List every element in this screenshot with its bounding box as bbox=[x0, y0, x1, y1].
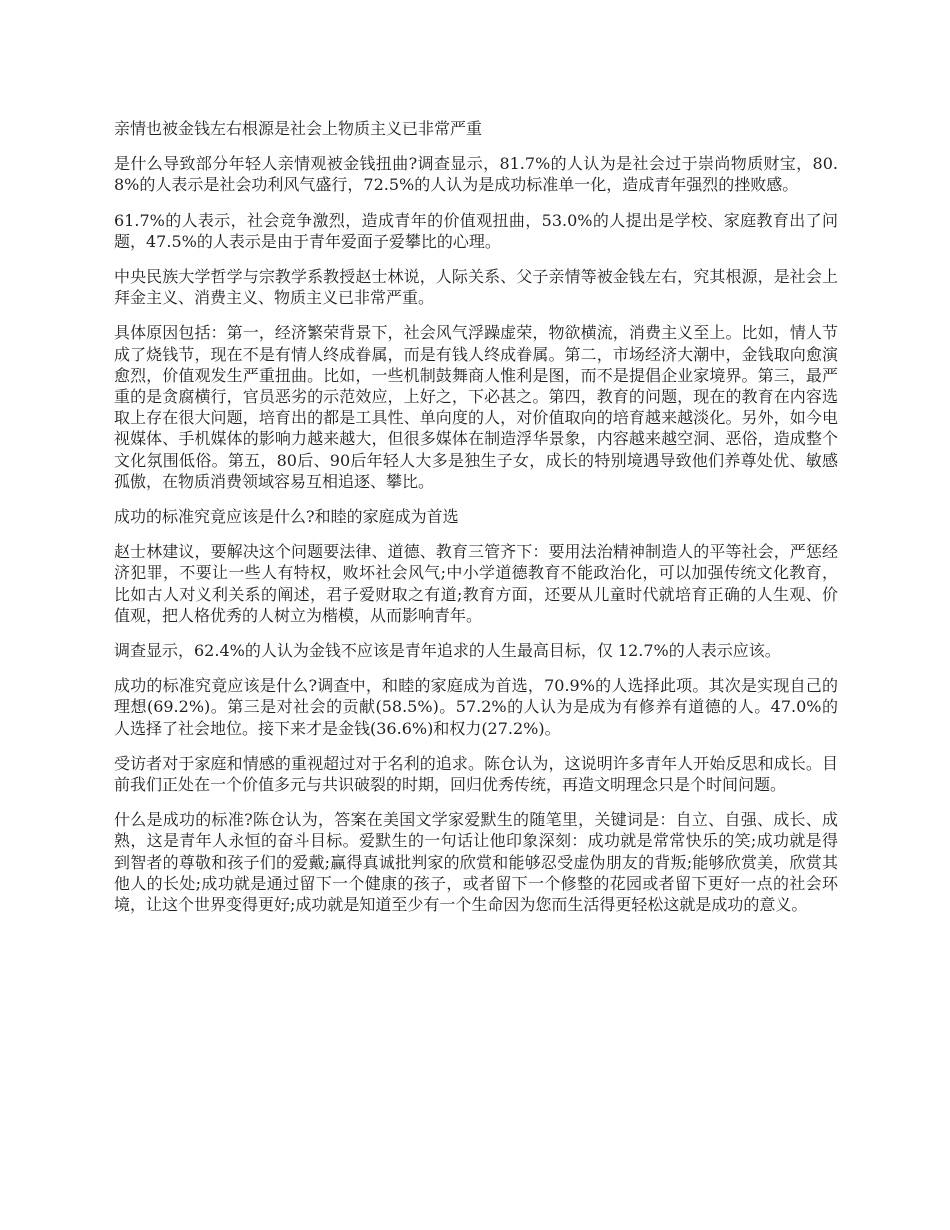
paragraph-4: 具体原因包括：第一，经济繁荣背景下，社会风气浮躁虚荣，物欲横流，消费主义至上。比如，情人节成了烧钱节，现在不是有情人终成眷属，而是有钱人终成眷属。第二，市场经济大潮中，金钱取向愈演愈烈，价值观发生严重扭曲。比如，一些机制鼓舞商人惟利是图，而不是提倡企业家境界。第三，最严重的是贪腐横行，官员恶劣的示范效应，上好之，下必甚之。第四，教育的问题，现在的教育在内容选取上存在很大问题，培育出的都是工具性、单向度的人，对价值取向的培育越来越淡化。另外，如今电视媒体、手机媒体的影响力越来越大，但很多媒体在制造浮华景象，内容越来越空洞、恶俗，造成整个文化氛围低俗。第五，80后、90后年轻人大多是独生子女，成长的特别境遇导致他们养尊处优、敏感孤傲，在物质消费领域容易互相追逐、攀比。 bbox=[114, 323, 838, 491]
paragraph-3: 中央民族大学哲学与宗教学系教授赵士林说，人际关系、父子亲情等被金钱左右，究其根源，是社会上拜金主义、消费主义、物质主义已非常严重。 bbox=[114, 267, 838, 308]
paragraph-8: 受访者对于家庭和情感的重视超过对于名利的追求。陈仓认为，这说明许多青年人开始反思和成长。目前我们正处在一个价值多元与共识破裂的时期，回归优秀传统，再造文明理念只是个时间问题。 bbox=[114, 753, 838, 795]
paragraph-2: 61.7%的人表示，社会竞争激烈，造成青年的价值观扭曲，53.0%的人提出是学校、家庭教育出了问题，47.5%的人表示是由于青年爱面子爱攀比的心理。 bbox=[114, 210, 838, 251]
section-heading-1: 亲情也被金钱左右根源是社会上物质主义已非常严重 bbox=[114, 119, 483, 138]
section-heading-2: 成功的标准究竟应该是什么?和睦的家庭成为首选 bbox=[114, 507, 459, 527]
document-page bbox=[114, 118, 838, 929]
paragraph-7: 成功的标准究竟应该是什么?调查中，和睦的家庭成为首选，70.9%的人选择此项。其次是实现自己的理想(69.2%)。第三是对社会的贡献(58.5%)。57.2%的人认为是成为有修养有道德的人。47.0%的人选择了社会地位。接下来才是金钱(36.6%)和权力(27.2%)。 bbox=[114, 676, 838, 738]
paragraph-5: 赵士林建议，要解决这个问题要法律、道德、教育三管齐下：要用法治精神制造人的平等社会，严惩经济犯罪，不要让一些人有特权，败坏社会风气;中小学道德教育不能政治化，可以加强传统文化教育，比如古人对义利关系的阐述，君子爱财取之有道;教育方面，还要从儿童时代就培育正确的人生观、价值观，把人格优秀的人树立为楷模，从而影响青年。 bbox=[114, 542, 838, 625]
paragraph-9: 什么是成功的标准?陈仓认为，答案在美国文学家爱默生的随笔里，关键词是：自立、自强、成长、成熟，这是青年人永恒的奋斗目标。爱默生的一句话让他印象深刻：成功就是常常快乐的笑;成功就是得到智者的尊敬和孩子们的爱戴;赢得真诚批判家的欣赏和能够忍受虚伪朋友的背叛;能够欣赏美，欣赏其他人的长处;成功就是通过留下一个健康的孩子，或者留下一个修整的花园或者留下更好一点的社会环境，让这个世界变得更好;成功就是知道至少有一个生命因为您而生活得更轻松这就是成功的意义。 bbox=[114, 810, 838, 915]
paragraph-6: 调查显示，62.4%的人认为金钱不应该是青年追求的人生最高目标，仅 12.7%的人表示应该。 bbox=[114, 641, 781, 661]
paragraph-1: 是什么导致部分年轻人亲情观被金钱扭曲?调查显示，81.7%的人认为是社会过于崇尚物质财宝，80.8%的人表示是社会功利风气盛行，72.5%的人认为是成功标准单一化，造成青年强烈的挫败感。 bbox=[114, 154, 838, 195]
